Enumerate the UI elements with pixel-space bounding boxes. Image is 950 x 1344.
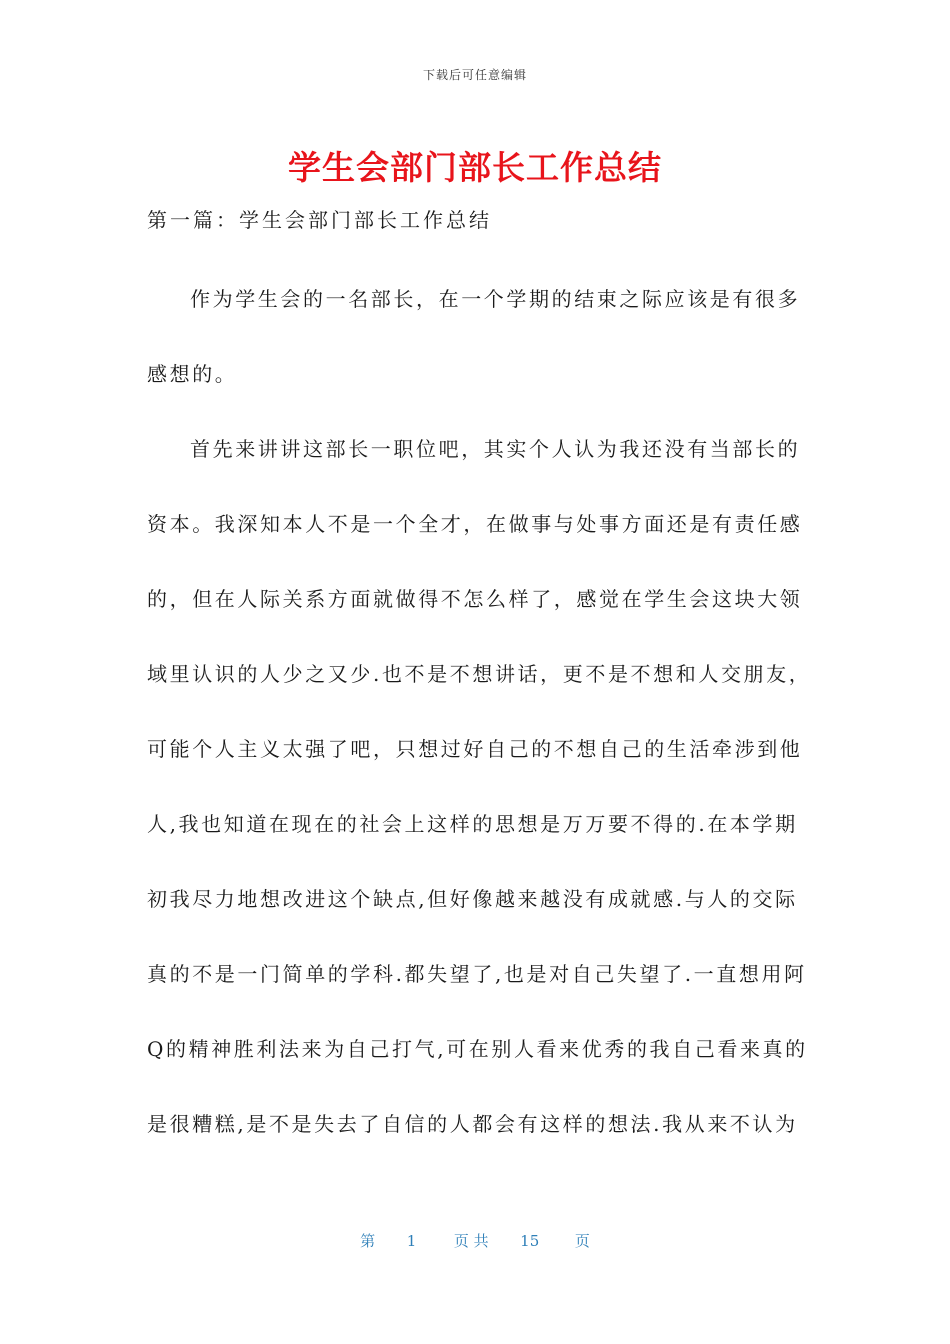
body-line: 域里认识的人少之又少.也不是不想讲话，更不是不想和人交朋友， — [147, 662, 812, 686]
body-line: 作为学生会的一名部长，在一个学期的结束之际应该是有很多 — [190, 287, 801, 311]
page-label-suffix: 页 — [574, 1232, 590, 1250]
header-note: 下载后可任意编辑 — [422, 68, 527, 82]
body-line: 人,我也知道在现在的社会上这样的思想是万万要不得的.在本学期 — [147, 812, 798, 836]
body-line: 感想的。 — [147, 362, 238, 386]
section-heading: 第一篇：学生会部门部长工作总结 — [147, 208, 492, 232]
body-line: 的，但在人际关系方面就做得不怎么样了，感觉在学生会这块大领 — [147, 587, 803, 611]
page-number: 1 — [406, 1232, 417, 1250]
body-line: 真的不是一门简单的学科.都失望了,也是对自己失望了.一直想用阿 — [147, 962, 807, 986]
total-pages: 15 — [520, 1232, 540, 1250]
body-text — [147, 281, 812, 1181]
body-line: 是很糟糕,是不是失去了自信的人都会有这样的想法.我从来不认为 — [147, 1112, 798, 1136]
page-label-mid: 页 共 — [453, 1232, 489, 1250]
page-footer — [0, 1230, 950, 1251]
body-line: 首先来讲讲这部长一职位吧，其实个人认为我还没有当部长的 — [190, 437, 801, 461]
body-line: 初我尽力地想改进这个缺点,但好像越来越没有成就感.与人的交际 — [147, 887, 798, 911]
page-label-prefix: 第 — [360, 1232, 376, 1250]
body-line: 可能个人主义太强了吧，只想过好自己的不想自己的生活牵涉到他 — [147, 737, 803, 761]
body-line: 资本。我深知本人不是一个全才，在做事与处事方面还是有责任感 — [147, 512, 803, 536]
body-line: Q的精神胜利法来为自己打气,可在别人看来优秀的我自己看来真的 — [147, 1037, 808, 1061]
document-title: 学生会部门部长工作总结 — [288, 148, 662, 187]
